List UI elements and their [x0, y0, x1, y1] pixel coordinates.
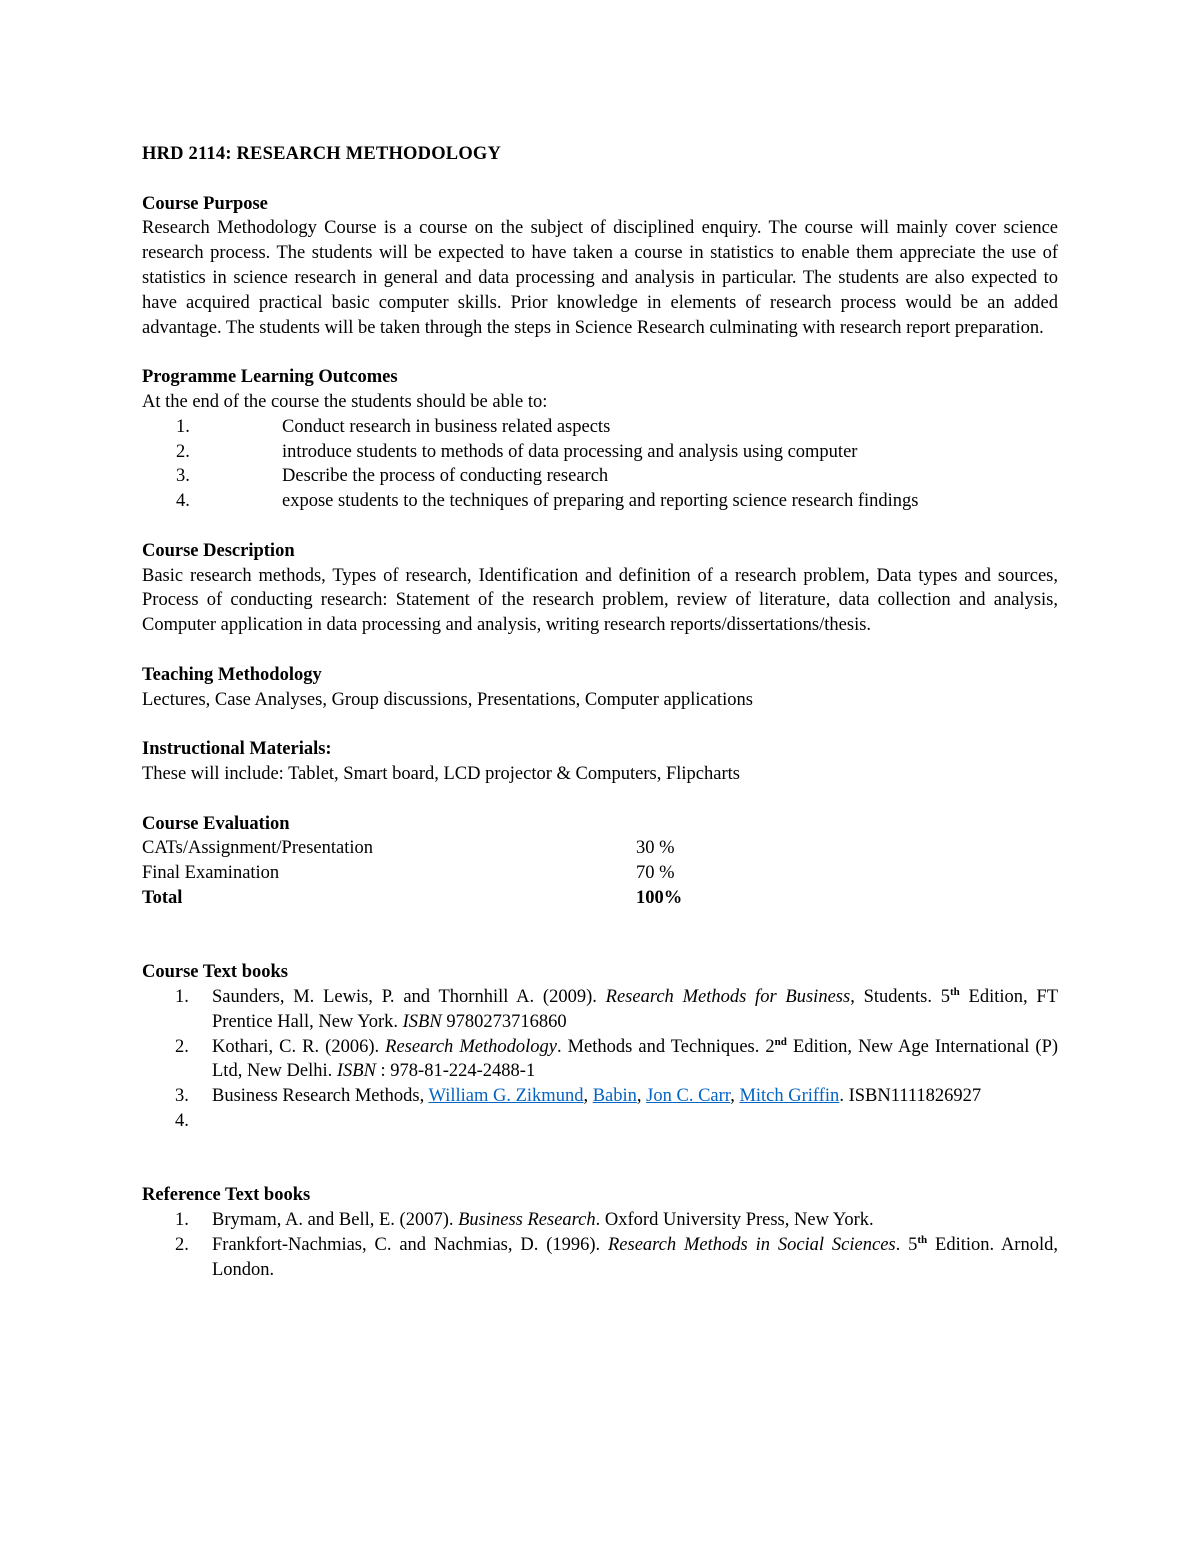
book-citation-empty [212, 1109, 1058, 1134]
author-link-zikmund[interactable]: William G. Zikmund [428, 1086, 584, 1107]
teaching-heading: Teaching Methodology [142, 664, 322, 685]
author-link-babin[interactable]: Babin [592, 1086, 637, 1107]
references-heading: Reference Text books [142, 1185, 311, 1206]
list-number: 1. [175, 1210, 189, 1231]
reference-citation [212, 1233, 1058, 1283]
evaluation-row [142, 836, 1058, 861]
separator: , [583, 1086, 593, 1107]
citation-text: . Oxford University Press, New York. [595, 1210, 874, 1231]
isbn-number: 9780273716860 [441, 1011, 567, 1032]
evaluation-total-row [142, 886, 1058, 911]
citation-text: Edition, New Age International (P) Ltd, New Delhi. [212, 1036, 1059, 1082]
citation-text: . Methods and Techniques. 2 [556, 1036, 775, 1057]
evaluation-row [142, 861, 1058, 886]
spacer [142, 340, 1058, 365]
list-number: 3. [175, 1086, 189, 1107]
reference-citation [212, 1208, 1058, 1233]
book-title: Research Methods for Business [605, 987, 851, 1008]
book-title: Research Methodology [385, 1036, 557, 1057]
list-number: 4. [176, 491, 190, 512]
list-number: 3. [176, 466, 190, 487]
author-link-griffin[interactable]: Mitch Griffin [739, 1086, 840, 1107]
citation-text: Edition, FT Prentice Hall, New York. [212, 987, 1059, 1032]
outcomes-heading: Programme Learning Outcomes [142, 367, 398, 388]
evaluation-total-value: 100% [636, 887, 683, 908]
list-item [142, 1035, 1058, 1085]
book-citation [212, 1035, 1058, 1085]
spacer [142, 638, 1058, 663]
list-item [142, 1109, 1058, 1134]
citation-authors: Saunders, M. Lewis, P. and Thornhill A. (2009). [212, 987, 606, 1008]
list-item [142, 1084, 1058, 1109]
evaluation-label: Final Examination [142, 863, 280, 884]
list-text: introduce students to methods of data processing and analysis using computer [282, 441, 858, 462]
superscript: th [949, 985, 960, 998]
list-item [142, 1208, 1058, 1233]
spacer [142, 514, 1058, 539]
list-item [142, 1233, 1058, 1283]
citation-authors: Kothari, C. R. (2006). [212, 1036, 386, 1057]
superscript: nd [774, 1035, 787, 1048]
isbn-number: : 978-81-224-2488-1 [375, 1061, 536, 1082]
outcomes-intro: At the end of the course the students should be able to: [142, 391, 548, 412]
references-list [142, 1208, 1058, 1282]
list-text: expose students to the techniques of preparing and reporting science research findings [282, 491, 919, 512]
book-title: Business Research [458, 1210, 596, 1231]
spacer [142, 787, 1058, 812]
list-item [142, 985, 1058, 1035]
list-number: 4. [175, 1111, 189, 1132]
spacer [142, 911, 1058, 961]
separator: , [730, 1086, 740, 1107]
separator: , [636, 1086, 647, 1107]
superscript: th [917, 1233, 928, 1246]
isbn-label: ISBN [336, 1061, 376, 1082]
list-number: 1. [176, 416, 190, 437]
author-link-carr[interactable]: Jon C. Carr [646, 1086, 731, 1107]
evaluation-total-label: Total [142, 887, 183, 908]
list-text: Conduct research in business related aspects [282, 416, 611, 437]
list-number: 1. [175, 987, 189, 1008]
citation-text: . ISBN1111826927 [839, 1086, 982, 1107]
spacer [142, 1134, 1058, 1184]
materials-heading: Instructional Materials: [142, 739, 332, 760]
evaluation-value: 70 % [636, 863, 675, 884]
evaluation-heading: Course Evaluation [142, 813, 290, 834]
document-page [142, 142, 1058, 1283]
evaluation-label: CATs/Assignment/Presentation [142, 838, 373, 859]
citation-text: , Students. 5 [850, 987, 950, 1008]
list-item [142, 464, 1058, 489]
course-description-heading: Course Description [142, 540, 295, 561]
book-citation [212, 1084, 1058, 1109]
list-number: 2. [175, 1036, 189, 1057]
outcomes-list [142, 415, 1058, 514]
evaluation-value: 30 % [636, 838, 675, 859]
book-citation [212, 985, 1058, 1035]
citation-text: Business Research Methods, [212, 1086, 429, 1107]
citation-authors: Brymam, A. and Bell, E. (2007). [212, 1210, 459, 1231]
isbn-label: ISBN [402, 1011, 442, 1032]
list-item [142, 489, 1058, 514]
document-title: HRD 2114: RESEARCH METHODOLOGY [142, 144, 502, 164]
materials-text: These will include: Tablet, Smart board, LCD projector & Computers, Flipcharts [142, 763, 740, 784]
list-number: 2. [176, 441, 190, 462]
teaching-text: Lectures, Case Analyses, Group discussions, Presentations, Computer applications [142, 689, 753, 710]
citation-text: Edition. Arnold, London. [212, 1235, 1058, 1280]
citation-authors: Frankfort-Nachmias, C. and Nachmias, D. (1996). [212, 1235, 608, 1256]
citation-text: . 5 [895, 1235, 918, 1256]
list-text: Describe the process of conducting research [282, 466, 609, 487]
course-description-text: Basic research methods, Types of research, Identification and definition of a research problem, Data types and sources, Process of conducting research: Statement of the research problem, review of literature, data collection and analysis, Computer application in data processing and analysis, writing research reports/dissertations/thesis. [142, 565, 1058, 636]
spacer [142, 712, 1058, 737]
list-number: 2. [175, 1235, 189, 1256]
course-purpose-heading: Course Purpose [142, 193, 268, 214]
book-title: Research Methods in Social Sciences [608, 1235, 896, 1256]
list-item [142, 440, 1058, 465]
course-purpose-text: Research Methodology Course is a course on the subject of disciplined enquiry. The course will mainly cover science research process. The students will be expected to have taken a course in statistics to enable them appreciate the use of statistics in science research in general and data processing and analysis in particular. The students are also expected to have acquired practical basic computer skills. Prior knowledge in elements of research process would be an added advantage. The students will be taken through the steps in Science Research culminating with research report preparation. [142, 218, 1058, 338]
list-item [142, 415, 1058, 440]
textbooks-heading: Course Text books [142, 962, 288, 983]
textbooks-list [142, 985, 1058, 1134]
